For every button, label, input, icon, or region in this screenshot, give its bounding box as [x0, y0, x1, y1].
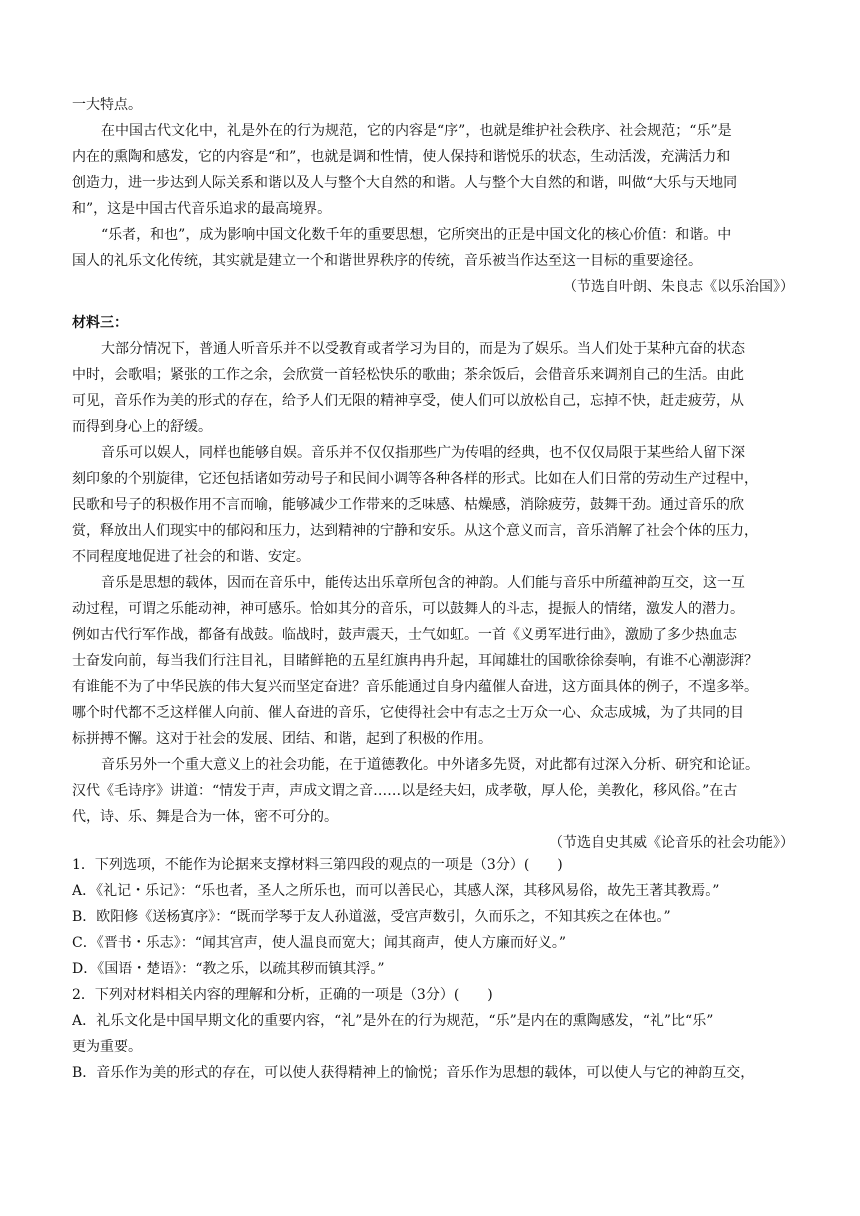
text-line: 赏，释放出人们现实中的郁闷和压力，达到精神的宁静和安乐。从这个意义而言，音乐消解了社会个体的压力，	[72, 523, 758, 539]
questions	[72, 852, 794, 1086]
question-2-option-a: A．礼乐文化是中国早期文化的重要内容，“礼”是外在的行为规范，“乐”是内在的熏陶感发，“礼”比“乐”	[72, 1013, 714, 1029]
question-2-option-b: B．音乐作为美的形式的存在，可以使人获得精神上的愉悦；音乐作为思想的载体，可以使人与它的神韵互交，	[72, 1065, 755, 1081]
text-line: 内在的熏陶和感发，它的内容是“和”，也就是调和性情，使人保持和谐悦乐的状态，生动活泼，充满活力和	[72, 149, 731, 165]
text-line: 可见，音乐作为美的形式的存在，给予人们无限的精神享受，使人们可以放松自己，忘掉不快，赶走疲劳，从	[72, 393, 744, 409]
question-2-option-a-cont: 更为重要。	[72, 1039, 142, 1055]
text-line: 音乐是思想的载体，因而在音乐中，能传达出乐章所包含的神韵。人们能与音乐中所蕴神韵互交，这一互	[101, 575, 745, 591]
source-citation: （节选自叶朗、朱良志《以乐治国》）	[563, 279, 794, 295]
text-line: 音乐另外一个重大意义上的社会功能，在于道德教化。中外诸多先贤，对此都有过深入分析、研究和论证。	[101, 757, 759, 773]
question-1-option-a: A．《礼记・乐记》：“乐也者，圣人之所乐也，而可以善民心，其感人深，其移风易俗，故先王著其教焉。”	[72, 883, 720, 899]
question-1-stem: 1．下列选项，不能作为论据来支撑材料三第四段的观点的一项是（3分）( )	[72, 857, 563, 873]
text-line: 和”，这是中国古代音乐追求的最高境界。	[72, 201, 332, 217]
question-1-option-c: C．《晋书・乐志》：“闻其宫声，使人温良而宽大；闻其商声，使人方廉而好义。”	[72, 935, 567, 951]
text-line: 有谁能不为了中华民族的伟大复兴而坚定奋进？音乐能通过自身内蕴催人奋进，这方面具体的例子，不遑多举。	[72, 679, 758, 695]
source-citation: （节选自史其威《论音乐的社会功能》）	[549, 835, 794, 851]
text-line: “乐者，和也”，成为影响中国文化数千年的重要思想，它所突出的正是中国文化的核心价值：和谐。中	[101, 227, 732, 243]
question-2-stem: 2．下列对材料相关内容的理解和分析，正确的一项是（3分）( )	[72, 987, 493, 1003]
text-line: 代，诗、乐、舞是合为一体，密不可分的。	[72, 809, 338, 825]
text-line: 中时，会歌唱；紧张的工作之余，会欣赏一首轻松快乐的歌曲；茶余饭后，会借音乐来调剂自己的生活。由此	[72, 367, 744, 383]
text-line: 音乐可以娱人，同样也能够自娱。音乐并不仅仅指那些广为传唱的经典，也不仅仅局限于某些给人留下深	[101, 445, 745, 461]
material3-text	[72, 310, 794, 856]
text-line: 在中国古代文化中，礼是外在的行为规范，它的内容是“序”，也就是维护社会秩序、社会规范；“乐”是	[101, 123, 732, 139]
text-line: 标拼搏不懈。这对于社会的发展、团结、和谐，起到了积极的作用。	[72, 731, 492, 747]
text-line: 刻印象的个别旋律，它还包括诸如劳动号子和民间小调等各种各样的形式。比如在人们日常的劳动生产过程中，	[72, 471, 758, 487]
text-line: 大部分情况下，普通人听音乐并不以受教育或者学习为目的，而是为了娱乐。当人们处于某种亢奋的状态	[101, 341, 745, 357]
material2-text	[72, 92, 794, 300]
question-1-option-b: B．欧阳修《送杨寘序》：“既而学琴于友人孙道滋，受宫声数引，久而乐之，不知其疾之在体也。”	[72, 909, 671, 925]
question-1-option-d: D．《国语・楚语》：“教之乐，以疏其秽而镇其浮。”	[72, 961, 385, 977]
text-line: 哪个时代都不乏这样催人向前、催人奋进的音乐，它使得社会中有志之士万众一心、众志成城，为了共同的目	[72, 705, 744, 721]
text-line: 例如古代行军作战，都备有战鼓。临战时，鼓声震天，士气如虹。一首《义勇军进行曲》，激励了多少热血志	[72, 627, 737, 643]
text-line: 民歌和号子的积极作用不言而喻，能够减少工作带来的乏味感、枯燥感，消除疲劳，鼓舞干劲。通过音乐的欣	[72, 497, 744, 513]
text-line: 汉代《毛诗序》讲道：“情发于声，声成文谓之音……以是经夫妇，成孝敬，厚人伦，美教化，移风俗。”在古	[72, 783, 738, 799]
text-line: 士奋发向前，每当我们行注目礼，目睹鲜艳的五星红旗冉冉升起，耳闻雄壮的国歌徐徐奏响，有谁不心潮澎湃？	[72, 653, 758, 669]
text-line: 不同程度地促进了社会的和谐、安定。	[72, 549, 310, 565]
section-heading: 材料三：	[72, 315, 128, 331]
text-line: 一大特点。	[72, 97, 142, 113]
text-line: 创造力，进一步达到人际关系和谐以及人与整个大自然的和谐。人与整个大自然的和谐，叫做“大乐与天地同	[72, 175, 738, 191]
text-line: 动过程，可谓之乐能动神，神可感乐。恰如其分的音乐，可以鼓舞人的斗志，提振人的情绪，激发人的潜力。	[72, 601, 744, 617]
text-line: 国人的礼乐文化传统，其实就是建立一个和谐世界秩序的传统，音乐被当作达至这一目标的重要途径。	[72, 253, 702, 269]
text-line: 而得到身心上的舒缓。	[72, 419, 212, 435]
